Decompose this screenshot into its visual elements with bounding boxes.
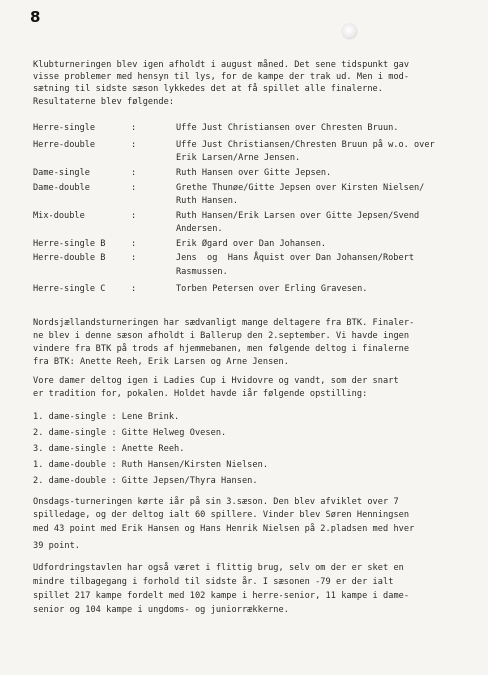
result-colon: : [131, 168, 137, 178]
result-outcome: Uffe Just Christiansen over Chresten Bruun. [176, 123, 399, 133]
result-category: Herre-single B [33, 239, 106, 249]
result-colon: : [131, 140, 137, 150]
result-outcome: Rasmussen. [176, 267, 228, 277]
onsdags-line: 39 point. [33, 541, 81, 551]
lineup-item: 2. dame-single : Gitte Helweg Ovesen. [33, 428, 227, 438]
result-colon: : [131, 239, 137, 249]
result-category: Dame-single [33, 168, 90, 178]
intro-line: sætning til sidste sæson lykkedes det at få spillet alle finalerne. [33, 84, 383, 94]
lineup-item: 1. dame-single : Lene Brink. [33, 412, 180, 422]
udfordring-line: mindre tilbagegang i forhold til sidste år. I sæsonen -79 er der ialt [33, 577, 394, 587]
result-outcome: Erik Larsen/Arne Jensen. [176, 153, 301, 163]
onsdags-line: spilledage, og der deltog ialt 60 spillere. Vinder blev Søren Henningsen [33, 510, 410, 520]
onsdags-line: med 43 point med Erik Hansen og Hans Henrik Nielsen på 2.pladsen med hver [33, 524, 415, 534]
nordsjaelland-line: vindere fra BTK på trods af hjemmebanen, men følgende deltog i finalerne [33, 344, 410, 354]
result-category: Herre-single [33, 123, 96, 133]
result-outcome: Grethe Thunøe/Gitte Jepsen over Kirsten Nielsen/ [176, 183, 425, 193]
result-category: Herre-double B [33, 253, 106, 263]
result-category: Herre-double [33, 140, 96, 150]
intro-line: Resultaterne blev følgende: [33, 97, 175, 107]
udfordring-line: Udfordringstavlen har også været i flittig brug, selv om der er sket en [33, 563, 404, 573]
page-number: 8 [30, 8, 41, 26]
result-colon: : [131, 211, 137, 221]
result-colon: : [131, 123, 137, 133]
result-category: Dame-double [33, 183, 90, 193]
result-outcome: Uffe Just Christiansen/Chresten Bruun på w.o. over [176, 140, 435, 150]
ladies-cup-line: er tradition for, pokalen. Holdet havde iår følgende opstilling: [33, 389, 368, 399]
lineup-item: 3. dame-single : Anette Reeh. [33, 444, 185, 454]
onsdags-line: Onsdags-turneringen kørte iår på sin 3.sæson. Den blev afviklet over 7 [33, 497, 399, 507]
udfordring-line: spillet 217 kampe fordelt med 102 kampe i herre-senior, 11 kampe i dame- [33, 591, 410, 601]
result-outcome: Ruth Hansen over Gitte Jepsen. [176, 168, 332, 178]
result-outcome: Ruth Hansen/Erik Larsen over Gitte Jepsen/Svend [176, 211, 420, 221]
intro-line: Klubturneringen blev igen afholdt i august måned. Det sene tidspunkt gav [33, 60, 410, 70]
result-colon: : [131, 183, 137, 193]
nordsjaelland-line: fra BTK: Anette Reeh, Erik Larsen og Arne Jensen. [33, 357, 289, 367]
intro-line: visse problemer med hensyn til lys, for de kampe der trak ud. Men i mod- [33, 72, 410, 82]
punch-hole [342, 24, 357, 39]
udfordring-line: senior og 104 kampe i ungdoms- og juniorrækkerne. [33, 605, 289, 615]
result-category: Mix-double [33, 211, 85, 221]
result-outcome: Torben Petersen over Erling Gravesen. [176, 284, 368, 294]
result-colon: : [131, 253, 137, 263]
lineup-item: 2. dame-double : Gitte Jepsen/Thyra Hansen. [33, 476, 258, 486]
lineup-item: 1. dame-double : Ruth Hansen/Kirsten Nielsen. [33, 460, 269, 470]
result-outcome: Andersen. [176, 224, 223, 234]
result-outcome: Ruth Hansen. [176, 196, 239, 206]
result-colon: : [131, 284, 137, 294]
nordsjaelland-line: ne blev i denne sæson afholdt i Ballerup den 2.september. Vi havde ingen [33, 331, 410, 341]
result-outcome: Jens og Hans Åquist over Dan Johansen/Robert [176, 253, 414, 263]
nordsjaelland-line: Nordsjællandsturneringen har sædvanligt mange deltagere fra BTK. Finaler- [33, 318, 415, 328]
result-outcome: Erik Øgard over Dan Johansen. [176, 239, 327, 249]
ladies-cup-line: Vore damer deltog igen i Ladies Cup i Hvidovre og vandt, som der snart [33, 376, 399, 386]
result-category: Herre-single C [33, 284, 106, 294]
